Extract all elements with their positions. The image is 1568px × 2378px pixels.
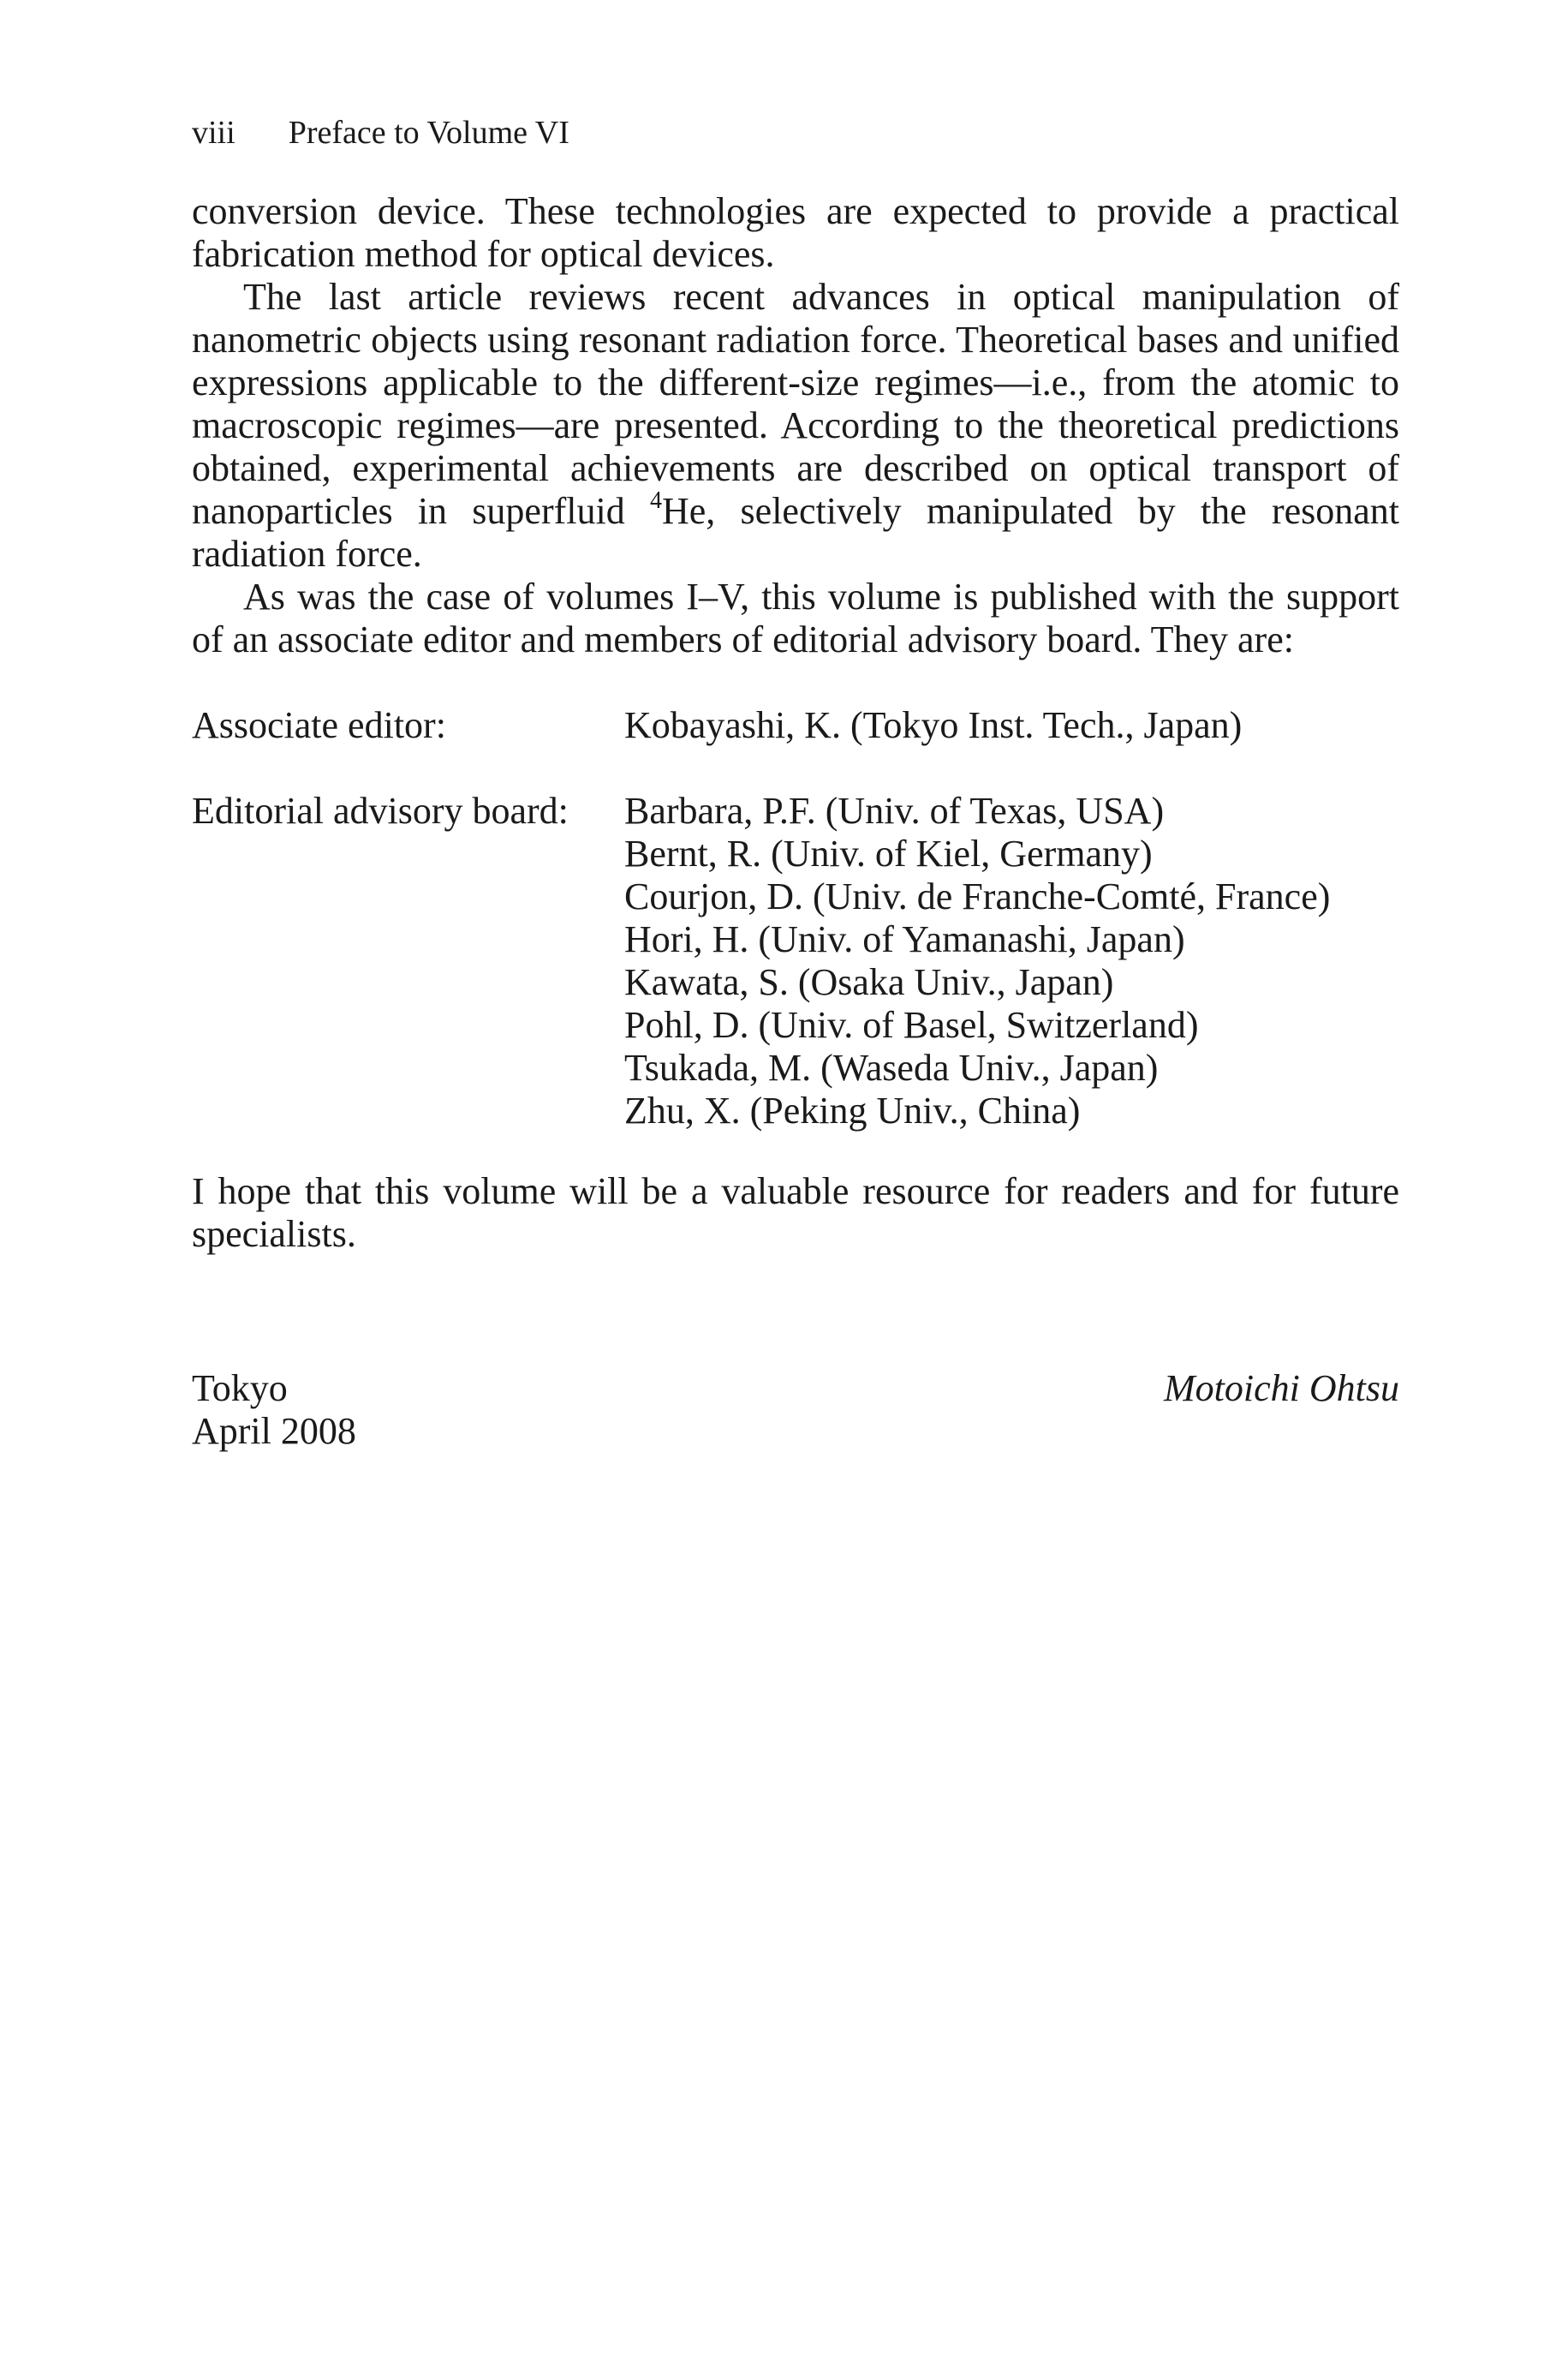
- signoff-author: Motoichi Ohtsu: [1164, 1367, 1399, 1409]
- signoff-date: April 2008: [192, 1410, 356, 1452]
- associate-editor-row: [192, 704, 1399, 747]
- page-number: viii: [192, 115, 235, 151]
- board-member: Tsukada, M. (Waseda Univ., Japan): [624, 1047, 1159, 1089]
- superscript-isotope: 4: [649, 487, 662, 514]
- associate-editor-label: Associate editor:: [192, 704, 446, 746]
- paragraph-last-article-tail: He, selectively manipulated by the resonant radiation force.: [192, 490, 1400, 575]
- editor-table: [192, 704, 1399, 1132]
- paragraph-last-article: [192, 276, 1399, 576]
- paragraph-conversion: conversion device. These technologies are expected to provide a practical fabrication method for optical devices.: [192, 190, 1399, 275]
- advisory-board-label: Editorial advisory board:: [192, 790, 569, 832]
- running-title: Preface to Volume VI: [288, 115, 569, 151]
- board-member: Kawata, S. (Osaka Univ., Japan): [624, 961, 1114, 1003]
- signoff: [192, 1367, 1399, 1461]
- paragraph-last-article-text: The last article reviews recent advances in optical manipulation of nanometric objects using resonant radiation force. Theoretical bases and unified expressions applicable to the different-size regimes—i.e., from the atomic to macroscopic regimes—are presented. According to the theoretical predictions obtained, experimental achievements are described on optical transport of nanoparticles in superfluid: [192, 276, 1399, 532]
- paragraph-support: As was the case of volumes I–V, this volume is published with the support of an associate editor and members of editorial advisory board. They are:: [192, 576, 1399, 660]
- associate-editor-name: Kobayashi, K. (Tokyo Inst. Tech., Japan): [624, 704, 1243, 746]
- board-member: Zhu, X. (Peking Univ., China): [624, 1090, 1081, 1132]
- board-member: Bernt, R. (Univ. of Kiel, Germany): [624, 833, 1153, 875]
- signoff-place: Tokyo: [192, 1367, 288, 1409]
- closing-paragraph: I hope that this volume will be a valuable resource for readers and for future specialists.: [192, 1170, 1399, 1255]
- advisory-board-list: [624, 790, 1399, 1132]
- board-member: Hori, H. (Univ. of Yamanashi, Japan): [624, 918, 1185, 960]
- board-member: Courjon, D. (Univ. de Franche-Comté, France): [624, 875, 1331, 917]
- book-page: [192, 111, 1399, 1461]
- board-member: Pohl, D. (Univ. of Basel, Switzerland): [624, 1004, 1199, 1046]
- advisory-board-row: [192, 790, 1399, 1132]
- board-member: Barbara, P.F. (Univ. of Texas, USA): [624, 790, 1165, 832]
- running-head: [192, 111, 1399, 154]
